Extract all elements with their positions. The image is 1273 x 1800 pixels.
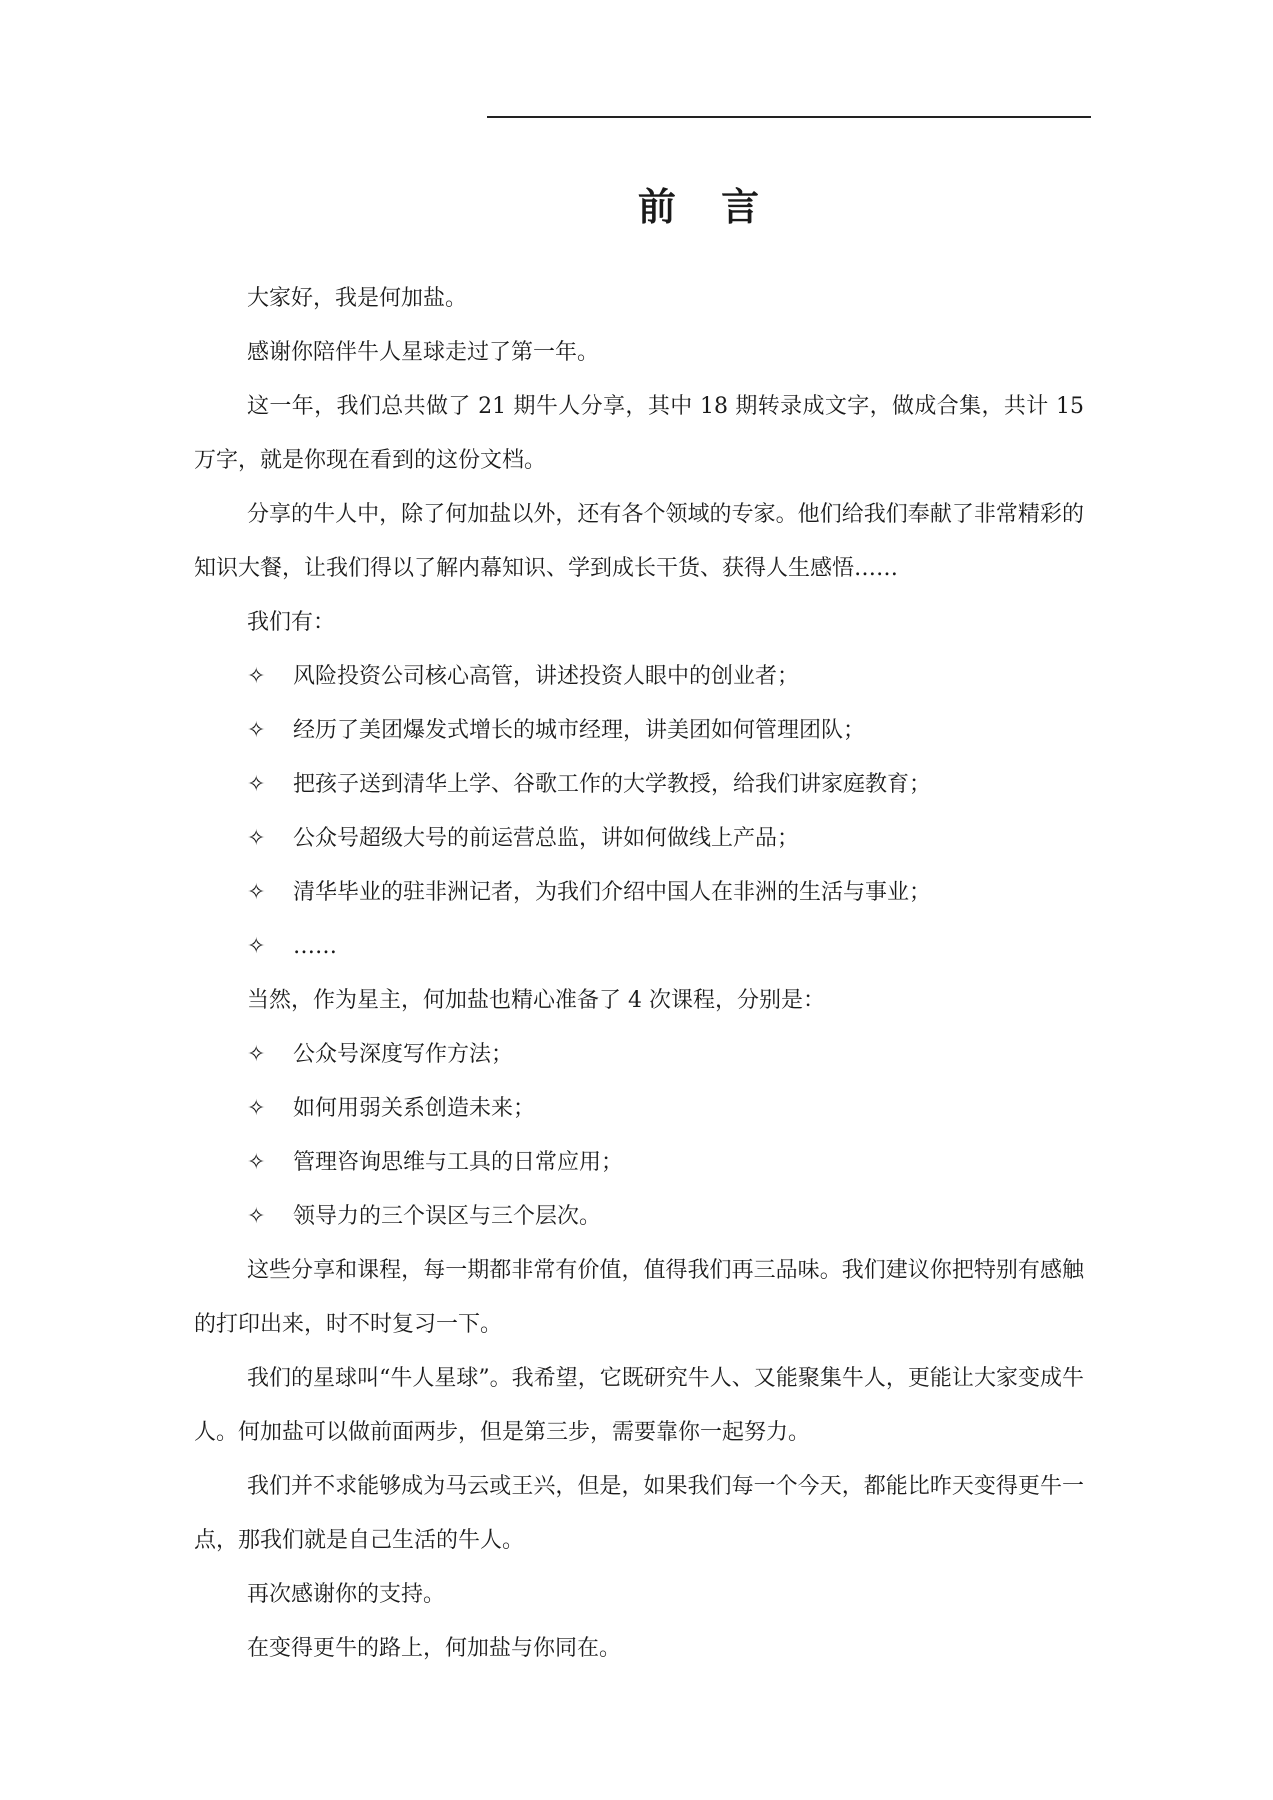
list-item-text: 领导力的三个误区与三个层次。 bbox=[293, 1204, 602, 1229]
courses-list bbox=[194, 1028, 1084, 1244]
list-item bbox=[194, 920, 1084, 974]
paragraph: 分享的牛人中，除了何加盐以外，还有各个领域的专家。他们给我们奉献了非常精彩的知识大餐，让我们得以了解内幕知识、学到成长干货、获得人生感悟…… bbox=[194, 502, 1084, 581]
paragraph: 当然，作为星主，何加盐也精心准备了 4 次课程，分别是： bbox=[247, 988, 825, 1013]
list-item bbox=[194, 1082, 1084, 1136]
four-point-star-icon: ✧ bbox=[247, 718, 266, 743]
four-point-star-icon: ✧ bbox=[247, 1096, 266, 1121]
list-item-text: 经历了美团爆发式增长的城市经理，讲美团如何管理团队； bbox=[293, 718, 866, 743]
list-item-text: …… bbox=[293, 934, 337, 959]
four-point-star-icon: ✧ bbox=[247, 772, 266, 797]
list-item bbox=[194, 1136, 1084, 1190]
list-item-text: 把孩子送到清华上学、谷歌工作的大学教授，给我们讲家庭教育； bbox=[293, 772, 932, 797]
four-point-star-icon: ✧ bbox=[247, 880, 266, 905]
list-item bbox=[194, 866, 1084, 920]
list-item bbox=[194, 650, 1084, 704]
list-item bbox=[194, 812, 1084, 866]
list-item-text: 清华毕业的驻非洲记者，为我们介绍中国人在非洲的生活与事业； bbox=[293, 880, 932, 905]
four-point-star-icon: ✧ bbox=[247, 1150, 266, 1175]
list-item bbox=[194, 758, 1084, 812]
page-title: 前 言 bbox=[637, 185, 776, 230]
four-point-star-icon: ✧ bbox=[247, 664, 266, 689]
list-item-text: 如何用弱关系创造未来； bbox=[293, 1096, 536, 1121]
header-rule bbox=[487, 116, 1091, 118]
four-point-star-icon: ✧ bbox=[247, 1042, 266, 1067]
list-item-text: 公众号深度写作方法； bbox=[293, 1042, 514, 1067]
paragraph: 大家好，我是何加盐。 bbox=[247, 286, 468, 311]
list-item bbox=[194, 1190, 1084, 1244]
paragraph: 我们的星球叫“牛人星球”。我希望，它既研究牛人、又能聚集牛人，更能让大家变成牛人。何加盐可以做前面两步，但是第三步，需要靠你一起努力。 bbox=[194, 1366, 1084, 1445]
list-item-text: 公众号超级大号的前运营总监，讲如何做线上产品； bbox=[293, 826, 800, 851]
four-point-star-icon: ✧ bbox=[247, 1204, 266, 1229]
four-point-star-icon: ✧ bbox=[247, 934, 266, 959]
paragraph: 在变得更牛的路上，何加盐与你同在。 bbox=[247, 1636, 622, 1661]
paragraph: 感谢你陪伴牛人星球走过了第一年。 bbox=[247, 340, 600, 365]
list-item-text: 管理咨询思维与工具的日常应用； bbox=[293, 1150, 624, 1175]
paragraph: 这一年，我们总共做了 21 期牛人分享，其中 18 期转录成文字，做成合集，共计 15 万字，就是你现在看到的这份文档。 bbox=[194, 394, 1084, 473]
list-item bbox=[194, 704, 1084, 758]
paragraph: 这些分享和课程，每一期都非常有价值，值得我们再三品味。我们建议你把特别有感触的打印出来，时不时复习一下。 bbox=[194, 1258, 1084, 1337]
experts-list bbox=[194, 650, 1084, 974]
paragraph: 我们并不求能够成为马云或王兴，但是，如果我们每一个今天，都能比昨天变得更牛一点，那我们就是自己生活的牛人。 bbox=[194, 1474, 1084, 1553]
document-body bbox=[194, 272, 1084, 1676]
list-item bbox=[194, 1028, 1084, 1082]
four-point-star-icon: ✧ bbox=[247, 826, 266, 851]
list-item-text: 风险投资公司核心高管，讲述投资人眼中的创业者； bbox=[293, 664, 800, 689]
paragraph: 再次感谢你的支持。 bbox=[247, 1582, 446, 1607]
paragraph: 我们有： bbox=[247, 610, 336, 635]
